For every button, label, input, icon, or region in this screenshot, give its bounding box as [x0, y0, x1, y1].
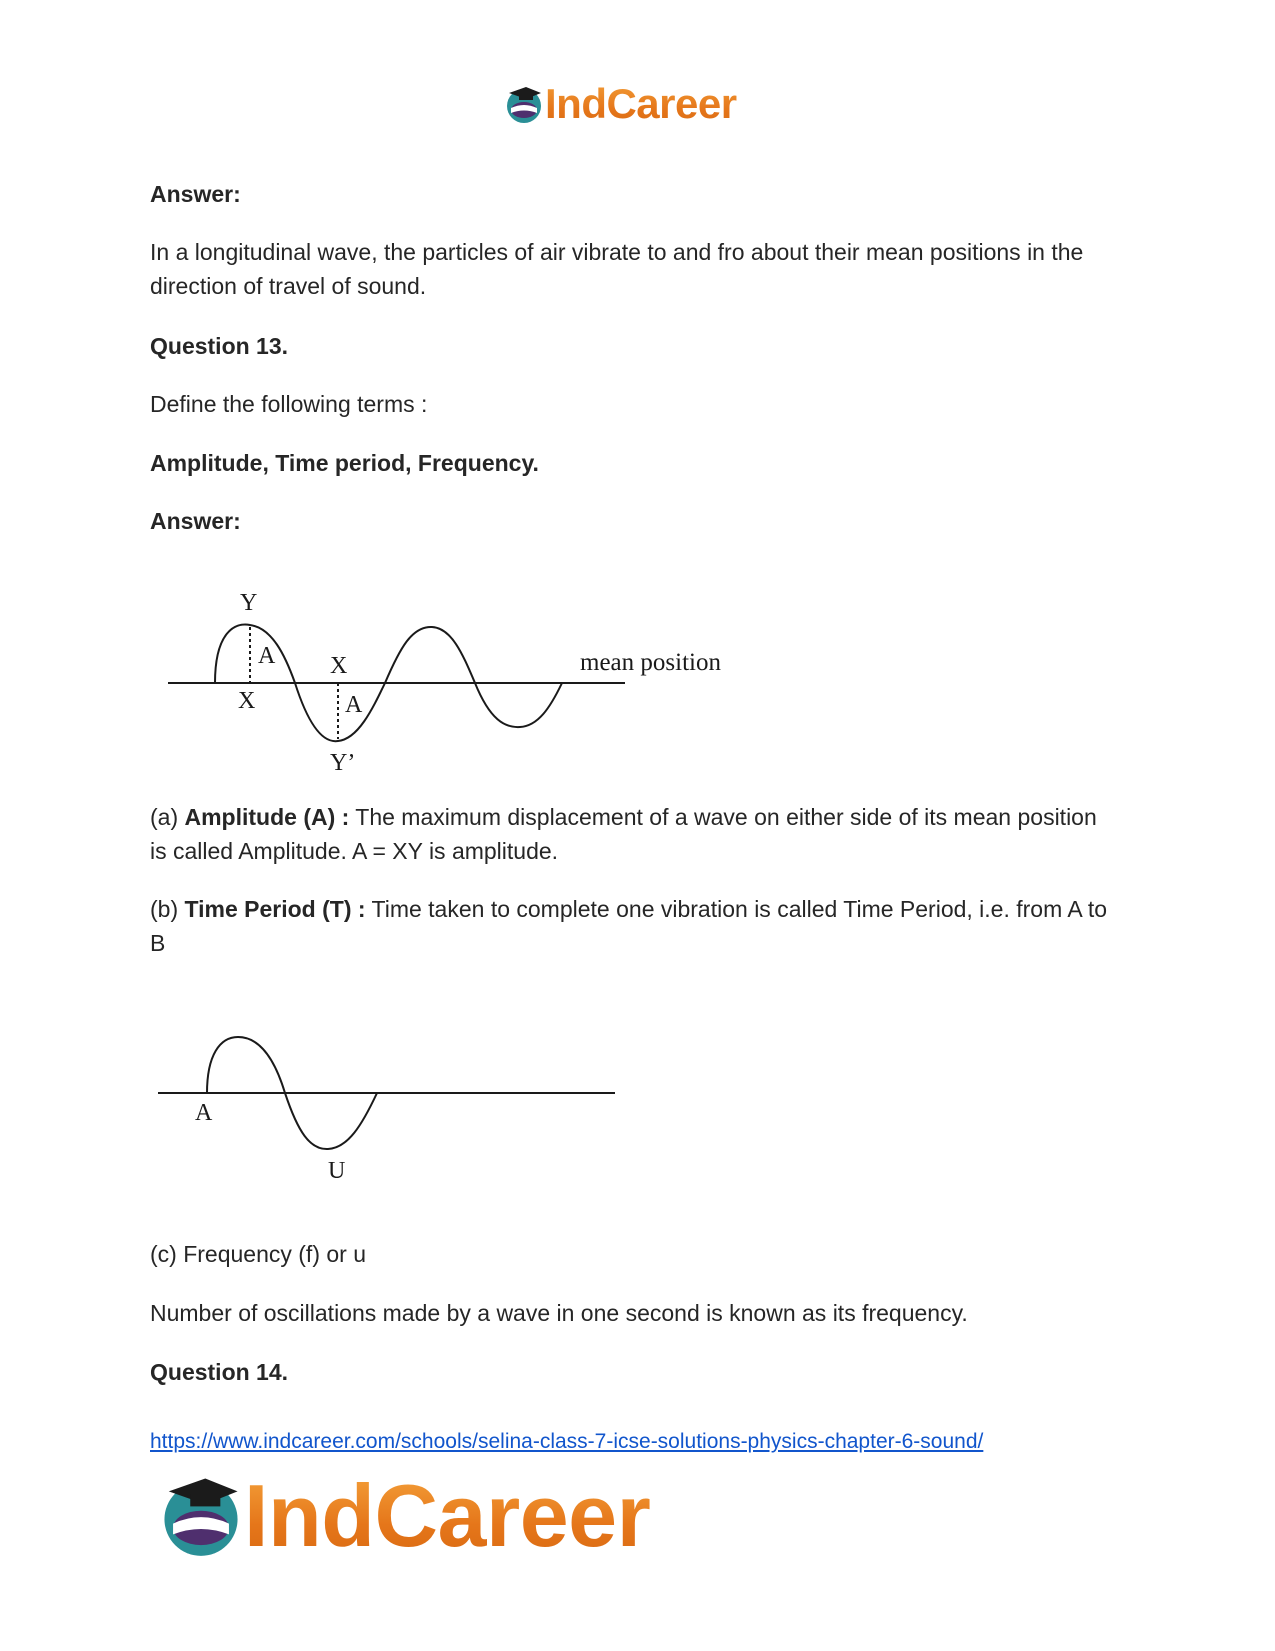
answer-heading: Answer:	[150, 181, 241, 207]
question-prompt: Define the following terms :	[150, 391, 428, 417]
logo-text: IndCareer	[244, 1466, 651, 1565]
graduation-cap-globe-icon	[160, 1472, 242, 1558]
label-mean-position: mean position	[580, 649, 721, 676]
label-x-middle: X	[330, 653, 348, 679]
label-amplitude-bottom: A	[345, 692, 363, 718]
time-period-definition	[150, 892, 1110, 960]
answer-heading: Answer:	[150, 508, 241, 534]
label-u: U	[328, 1158, 346, 1184]
logo-text: IndCareer	[545, 78, 737, 130]
time-period-term: Time Period (T) :	[184, 896, 366, 922]
one-vibration-figure	[150, 1020, 620, 1190]
label-x-left: X	[238, 688, 256, 714]
label-a: A	[195, 1100, 213, 1126]
question-heading: Question 13.	[150, 333, 289, 359]
label-y: Y	[240, 590, 258, 616]
amplitude-text: The maximum displacement of a wave on either side of its mean position is called Amplitude. A = XY is amplitude.	[150, 804, 1097, 864]
item-prefix: (b)	[150, 896, 185, 922]
label-amplitude-top: A	[258, 643, 276, 669]
amplitude-definition	[150, 800, 1110, 868]
label-y-prime: Y’	[330, 750, 356, 776]
time-period-text: Time taken to complete one vibration is called Time Period, i.e. from A to B	[150, 896, 1108, 956]
question-terms: Amplitude, Time period, Frequency.	[150, 450, 539, 476]
source-link[interactable]: https://www.indcareer.com/schools/selina-class-7-icse-solutions-physics-chapter-6-sound/	[150, 1430, 984, 1453]
question-heading: Question 14.	[150, 1359, 289, 1385]
frequency-definition: Number of oscillations made by a wave in one second is known as its frequency.	[150, 1300, 968, 1326]
item-prefix: (a)	[150, 804, 185, 830]
frequency-heading: (c) Frequency (f) or u	[150, 1241, 366, 1267]
amplitude-term: Amplitude (A) :	[184, 804, 350, 830]
graduation-cap-globe-icon	[505, 84, 543, 124]
wave-amplitude-figure	[160, 580, 770, 790]
answer-text: In a longitudinal wave, the particles of air vibrate to and fro about their mean positions in the direction of travel of sound.	[150, 239, 1084, 299]
